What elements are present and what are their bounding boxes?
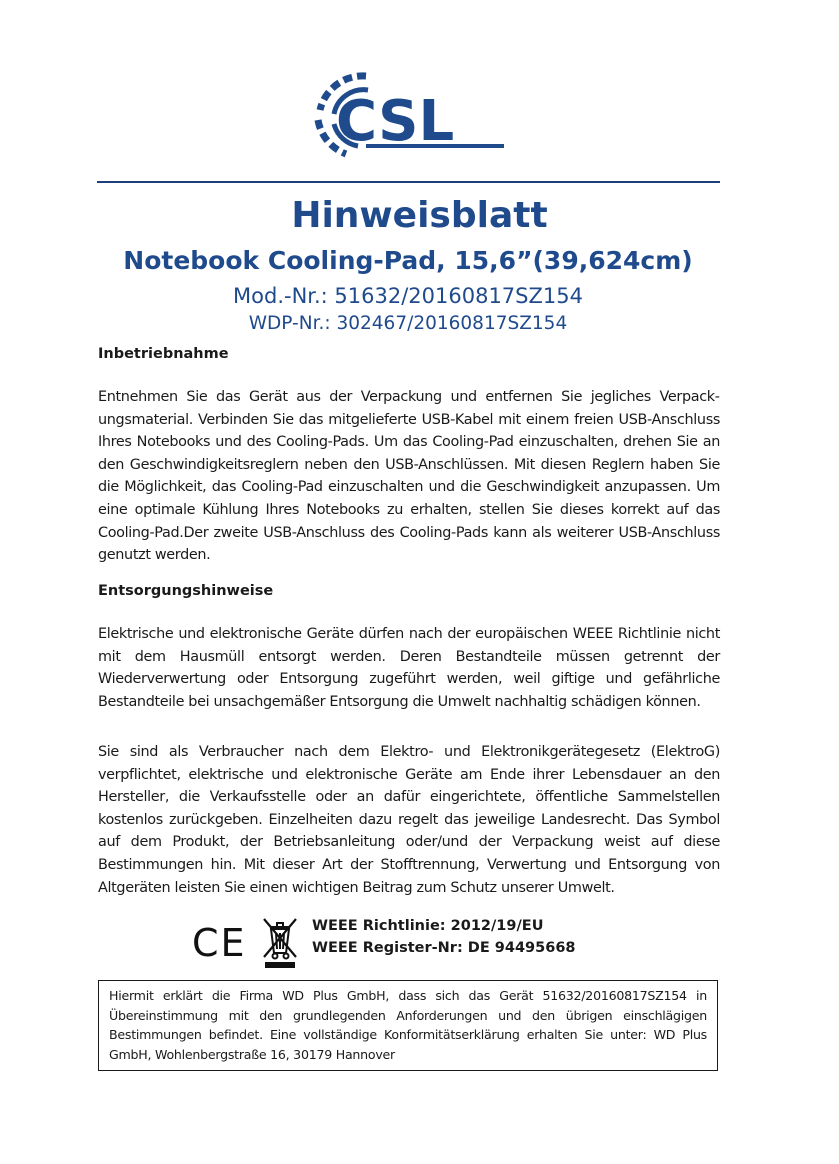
paragraph-inbetriebnahme: Entnehmen Sie das Gerät aus der Verpackung und entfernen Sie jegliches Verpackungsmaterial. Verbinden Sie das mitgelieferte USB-Kabel mit einem freien USB-Anschluss Ihres Notebooks und des Cooling-Pads. Um das Cooling-Pad einzuschalten, drehen Sie an den Geschwindigkeitsreglern neben den USB-Anschlüssen. Mit diesen Reglern haben Sie die Möglichkeit, das Cooling-Pad einzuschalten und die Geschwindigkeit anzupassen. Um eine optimale Kühlung Ihres Notebooks zu erhalten, stellen Sie dieses korrekt auf das Cooling-Pad.Der zweite USB-Anschluss des Cooling-Pads kann als weiterer USB-Anschluss genutzt werden.	[98, 389, 720, 564]
weee-register-number: WEEE Register-Nr: DE 94495668	[312, 940, 576, 956]
header-rule	[97, 181, 720, 183]
page-title: Hinweisblatt	[291, 195, 548, 236]
logo-text: CSL	[336, 89, 455, 154]
wdp-number: WDP-Nr.: 302467/20160817SZ154	[248, 313, 568, 334]
section-heading-inbetriebnahme: Inbetriebnahme	[98, 346, 229, 362]
compliance-marks	[192, 915, 592, 975]
csl-logo-graphic	[306, 70, 512, 160]
product-subtitle: Notebook Cooling-Pad, 15,6”(39,624cm)	[123, 246, 693, 275]
csl-logo	[306, 70, 512, 160]
paragraph-entsorgung-1: Elektrische und elektronische Geräte dürfen nach der europäischen WEEE Richtlinie nicht mit dem Hausmüll entsorgt werden. Deren Bestandteile müssen getrennt der Wiederverwertung oder Entsorgung zugeführt werden, weil giftige und gefährliche Bestandteile bei unsachgemäßer Entsorgung die Umwelt nachhaltig schädigen können.	[98, 626, 720, 710]
model-number: Mod.-Nr.: 51632/20160817SZ154	[233, 284, 583, 308]
crossed-out-wheelie-bin-icon	[261, 915, 299, 971]
weee-info	[312, 915, 576, 959]
section-heading-entsorgungshinweise: Entsorgungshinweise	[98, 583, 274, 599]
conformity-declaration: Hiermit erklärt die Firma WD Plus GmbH, dass sich das Gerät 51632/20160817SZ154 in Übereinstimmung mit den grundlegenden Anforderungen und den übrigen einschlägigen Bestimmungen befindet. Eine vollständige Konformitätserklärung erhalten Sie unter: WD Plus GmbH, Wohlenbergstraße 16, 30179 Hannover	[98, 980, 718, 1071]
weee-directive: WEEE Richtlinie: 2012/19/EU	[312, 918, 544, 934]
ce-mark: CE	[192, 921, 247, 965]
paragraph-entsorgung-2: Sie sind als Verbraucher nach dem Elektro- und Elektronikgerätegesetz (ElektroG) verpflichtet, elektrische und elektronische Geräte am Ende ihrer Lebensdauer an den Hersteller, die Verkaufsstelle oder an dafür eingerichtete, öffentliche Sammelstellen kostenlos zurückgeben. Einzelheiten dazu regelt das jeweilige Landesrecht. Das Symbol auf dem Produkt, der Betriebsanleitung oder/und der Verpackung weist auf diese Bestimmungen hin. Mit dieser Art der Stofftrennung, Verwertung und Entsorgung von Altgeräten leisten Sie einen wichtigen Beitrag zum Schutz unserer Umwelt.	[98, 744, 720, 896]
